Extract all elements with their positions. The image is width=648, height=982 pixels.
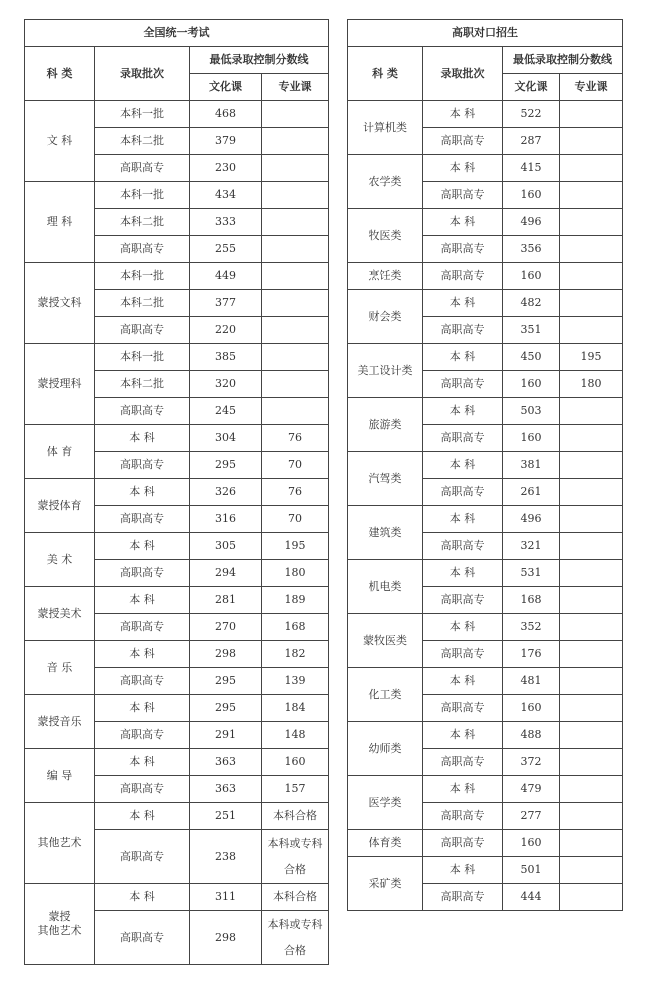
national-exam-table: [24, 19, 329, 965]
culture-score-cell: 415: [503, 155, 560, 182]
batch-cell: 高职高专: [423, 479, 503, 506]
culture-score-cell: 434: [190, 182, 262, 209]
culture-score-cell: 281: [190, 587, 262, 614]
major-score-cell: 160: [262, 749, 329, 776]
subject-cell: 财会类: [348, 290, 423, 344]
subject-cell: 蒙授体育: [25, 479, 95, 533]
culture-score-cell: 245: [190, 398, 262, 425]
major-score-cell: [560, 155, 623, 182]
major-score-cell: [560, 695, 623, 722]
subject-cell: 采矿类: [348, 857, 423, 911]
batch-cell: 本科二批: [95, 290, 190, 317]
culture-score-cell: 351: [503, 317, 560, 344]
major-score-cell: [262, 209, 329, 236]
batch-cell: 本 科: [423, 614, 503, 641]
culture-score-cell: 316: [190, 506, 262, 533]
culture-score-cell: 261: [503, 479, 560, 506]
major-score-cell: [560, 614, 623, 641]
major-score-cell: 76: [262, 425, 329, 452]
col-subject-header: 科 类: [25, 47, 95, 101]
culture-score-cell: 321: [503, 533, 560, 560]
culture-score-cell: 176: [503, 641, 560, 668]
batch-cell: 本 科: [95, 884, 190, 911]
major-score-cell: [560, 101, 623, 128]
major-score-cell: [560, 776, 623, 803]
culture-score-cell: 326: [190, 479, 262, 506]
major-score-cell: [262, 317, 329, 344]
major-score-cell: 189: [262, 587, 329, 614]
major-score-cell: [262, 236, 329, 263]
major-score-cell: [560, 479, 623, 506]
subject-cell: 蒙授美术: [25, 587, 95, 641]
batch-cell: 高职高专: [95, 911, 190, 965]
table-title: 高职对口招生: [348, 20, 623, 47]
subject-cell: 蒙授 其他艺术: [25, 884, 95, 965]
culture-score-cell: 501: [503, 857, 560, 884]
batch-cell: 高职高专: [423, 884, 503, 911]
culture-score-cell: 160: [503, 695, 560, 722]
subject-cell: 汽驾类: [348, 452, 423, 506]
batch-cell: 高职高专: [423, 803, 503, 830]
batch-cell: 本 科: [423, 452, 503, 479]
table-row: [25, 101, 329, 128]
culture-score-cell: 496: [503, 506, 560, 533]
major-score-cell: [262, 290, 329, 317]
culture-score-cell: 363: [190, 776, 262, 803]
major-score-cell: 本科合格: [262, 803, 329, 830]
culture-score-cell: 295: [190, 668, 262, 695]
culture-score-cell: 531: [503, 560, 560, 587]
batch-cell: 本 科: [423, 290, 503, 317]
table-row: [348, 155, 623, 182]
subject-cell: 计算机类: [348, 101, 423, 155]
culture-score-cell: 468: [190, 101, 262, 128]
major-score-cell: [560, 425, 623, 452]
subject-cell: 理 科: [25, 182, 95, 263]
table-row: [348, 452, 623, 479]
table-row: [25, 641, 329, 668]
culture-score-cell: 381: [503, 452, 560, 479]
major-score-cell: 70: [262, 452, 329, 479]
major-score-cell: 157: [262, 776, 329, 803]
table-row: [348, 506, 623, 533]
major-score-cell: [560, 182, 623, 209]
subject-cell: 医学类: [348, 776, 423, 830]
culture-score-cell: 481: [503, 668, 560, 695]
major-score-cell: 195: [262, 533, 329, 560]
batch-cell: 高职高专: [95, 452, 190, 479]
major-score-cell: [560, 317, 623, 344]
batch-cell: 本 科: [95, 425, 190, 452]
batch-cell: 本 科: [423, 344, 503, 371]
table-row: [348, 722, 623, 749]
table-row: [348, 101, 623, 128]
batch-cell: 本 科: [423, 560, 503, 587]
col-culture-header: 文化课: [190, 74, 262, 101]
batch-cell: 高职高专: [95, 398, 190, 425]
subject-cell: 美 术: [25, 533, 95, 587]
culture-score-cell: 160: [503, 263, 560, 290]
subject-cell: 农学类: [348, 155, 423, 209]
culture-score-cell: 230: [190, 155, 262, 182]
col-major-header: 专业课: [560, 74, 623, 101]
batch-cell: 高职高专: [423, 263, 503, 290]
major-score-cell: [262, 398, 329, 425]
major-score-cell: [560, 641, 623, 668]
subject-cell: 机电类: [348, 560, 423, 614]
batch-cell: 本科二批: [95, 209, 190, 236]
batch-cell: 高职高专: [95, 722, 190, 749]
batch-cell: 本 科: [423, 209, 503, 236]
batch-cell: 本科一批: [95, 344, 190, 371]
culture-score-cell: 294: [190, 560, 262, 587]
major-score-cell: [560, 884, 623, 911]
table-row: [25, 803, 329, 830]
culture-score-cell: 298: [190, 911, 262, 965]
culture-score-cell: 160: [503, 830, 560, 857]
table-row: [348, 209, 623, 236]
subject-cell: 蒙授音乐: [25, 695, 95, 749]
vocational-exam-table: [347, 19, 623, 911]
culture-score-cell: 311: [190, 884, 262, 911]
batch-cell: 本 科: [423, 857, 503, 884]
major-score-cell: [560, 128, 623, 155]
culture-score-cell: 479: [503, 776, 560, 803]
batch-cell: 高职高专: [423, 317, 503, 344]
table-row: [25, 263, 329, 290]
batch-cell: 高职高专: [95, 236, 190, 263]
major-score-cell: [262, 263, 329, 290]
table-row: [348, 398, 623, 425]
culture-score-cell: 270: [190, 614, 262, 641]
culture-score-cell: 287: [503, 128, 560, 155]
table-row: [25, 479, 329, 506]
major-score-cell: [560, 749, 623, 776]
batch-cell: 高职高专: [423, 587, 503, 614]
subject-cell: 音 乐: [25, 641, 95, 695]
subject-cell: 体育类: [348, 830, 423, 857]
major-score-cell: [560, 587, 623, 614]
major-score-cell: 182: [262, 641, 329, 668]
culture-score-cell: 449: [190, 263, 262, 290]
batch-cell: 本 科: [423, 722, 503, 749]
col-score-header: 最低录取控制分数线: [190, 47, 329, 74]
culture-score-cell: 488: [503, 722, 560, 749]
major-score-cell: [560, 722, 623, 749]
culture-score-cell: 304: [190, 425, 262, 452]
batch-cell: 高职高专: [423, 236, 503, 263]
table-row: [348, 857, 623, 884]
col-major-header: 专业课: [262, 74, 329, 101]
culture-score-cell: 352: [503, 614, 560, 641]
subject-cell: 蒙牧医类: [348, 614, 423, 668]
culture-score-cell: 363: [190, 749, 262, 776]
culture-score-cell: 305: [190, 533, 262, 560]
batch-cell: 本 科: [95, 695, 190, 722]
subject-cell: 体 育: [25, 425, 95, 479]
table-row: [348, 776, 623, 803]
major-score-cell: 168: [262, 614, 329, 641]
table-row: [25, 884, 329, 911]
batch-cell: 本科二批: [95, 371, 190, 398]
col-score-header: 最低录取控制分数线: [503, 47, 623, 74]
col-batch-header: 录取批次: [95, 47, 190, 101]
batch-cell: 本 科: [423, 101, 503, 128]
table-row: [348, 668, 623, 695]
batch-cell: 高职高专: [423, 641, 503, 668]
table-row: [25, 533, 329, 560]
major-score-cell: [560, 236, 623, 263]
culture-score-cell: 385: [190, 344, 262, 371]
batch-cell: 高职高专: [423, 182, 503, 209]
subject-cell: 其他艺术: [25, 803, 95, 884]
table-row: [348, 560, 623, 587]
culture-score-cell: 379: [190, 128, 262, 155]
culture-score-cell: 220: [190, 317, 262, 344]
culture-score-cell: 238: [190, 830, 262, 884]
batch-cell: 高职高专: [423, 128, 503, 155]
culture-score-cell: 333: [190, 209, 262, 236]
batch-cell: 高职高专: [95, 776, 190, 803]
batch-cell: 高职高专: [423, 533, 503, 560]
subject-cell: 编 导: [25, 749, 95, 803]
culture-score-cell: 522: [503, 101, 560, 128]
culture-score-cell: 450: [503, 344, 560, 371]
table-row: [348, 263, 623, 290]
major-score-cell: [262, 128, 329, 155]
batch-cell: 本 科: [423, 776, 503, 803]
batch-cell: 本 科: [423, 506, 503, 533]
batch-cell: 本 科: [423, 155, 503, 182]
major-score-cell: [262, 344, 329, 371]
major-score-cell: 148: [262, 722, 329, 749]
culture-score-cell: 295: [190, 695, 262, 722]
subject-cell: 旅游类: [348, 398, 423, 452]
major-score-cell: [560, 533, 623, 560]
batch-cell: 本 科: [423, 398, 503, 425]
culture-score-cell: 320: [190, 371, 262, 398]
col-batch-header: 录取批次: [423, 47, 503, 101]
major-score-cell: [560, 803, 623, 830]
batch-cell: 高职高专: [95, 668, 190, 695]
major-score-cell: [560, 452, 623, 479]
major-score-cell: [560, 398, 623, 425]
batch-cell: 高职高专: [95, 614, 190, 641]
batch-cell: 本 科: [95, 803, 190, 830]
major-score-cell: 180: [560, 371, 623, 398]
culture-score-cell: 503: [503, 398, 560, 425]
table-row: [25, 587, 329, 614]
major-score-cell: [560, 830, 623, 857]
batch-cell: 高职高专: [95, 506, 190, 533]
table-row: [25, 695, 329, 722]
batch-cell: 本 科: [95, 749, 190, 776]
major-score-cell: [560, 857, 623, 884]
batch-cell: 高职高专: [95, 830, 190, 884]
batch-cell: 本 科: [95, 587, 190, 614]
batch-cell: 高职高专: [95, 317, 190, 344]
batch-cell: 高职高专: [423, 749, 503, 776]
batch-cell: 本 科: [95, 641, 190, 668]
culture-score-cell: 298: [190, 641, 262, 668]
major-score-cell: [560, 560, 623, 587]
culture-score-cell: 160: [503, 425, 560, 452]
culture-score-cell: 251: [190, 803, 262, 830]
col-subject-header: 科 类: [348, 47, 423, 101]
batch-cell: 本 科: [423, 668, 503, 695]
table-row: [348, 614, 623, 641]
subject-cell: 化工类: [348, 668, 423, 722]
major-score-cell: 184: [262, 695, 329, 722]
subject-cell: 幼师类: [348, 722, 423, 776]
batch-cell: 高职高专: [423, 695, 503, 722]
culture-score-cell: 291: [190, 722, 262, 749]
major-score-cell: [262, 155, 329, 182]
culture-score-cell: 255: [190, 236, 262, 263]
major-score-cell: [262, 101, 329, 128]
major-score-cell: [560, 263, 623, 290]
batch-cell: 本科一批: [95, 101, 190, 128]
subject-cell: 蒙授理科: [25, 344, 95, 425]
culture-score-cell: 482: [503, 290, 560, 317]
culture-score-cell: 277: [503, 803, 560, 830]
culture-score-cell: 372: [503, 749, 560, 776]
col-culture-header: 文化课: [503, 74, 560, 101]
major-score-cell: 本科或专科 合格: [262, 911, 329, 965]
batch-cell: 本科二批: [95, 128, 190, 155]
major-score-cell: 139: [262, 668, 329, 695]
table-row: [25, 182, 329, 209]
major-score-cell: 195: [560, 344, 623, 371]
major-score-cell: [560, 506, 623, 533]
major-score-cell: 180: [262, 560, 329, 587]
batch-cell: 高职高专: [423, 425, 503, 452]
culture-score-cell: 496: [503, 209, 560, 236]
subject-cell: 牧医类: [348, 209, 423, 263]
subject-cell: 烹饪类: [348, 263, 423, 290]
table-row: [25, 425, 329, 452]
major-score-cell: [560, 668, 623, 695]
culture-score-cell: 160: [503, 182, 560, 209]
culture-score-cell: 444: [503, 884, 560, 911]
batch-cell: 本 科: [95, 479, 190, 506]
subject-cell: 建筑类: [348, 506, 423, 560]
major-score-cell: [560, 290, 623, 317]
culture-score-cell: 168: [503, 587, 560, 614]
batch-cell: 高职高专: [95, 155, 190, 182]
major-score-cell: 本科或专科 合格: [262, 830, 329, 884]
major-score-cell: 70: [262, 506, 329, 533]
batch-cell: 本科一批: [95, 263, 190, 290]
subject-cell: 美工设计类: [348, 344, 423, 398]
table-row: [348, 830, 623, 857]
batch-cell: 本科一批: [95, 182, 190, 209]
culture-score-cell: 160: [503, 371, 560, 398]
culture-score-cell: 356: [503, 236, 560, 263]
table-row: [25, 344, 329, 371]
table-row: [348, 344, 623, 371]
batch-cell: 高职高专: [423, 830, 503, 857]
major-score-cell: [262, 371, 329, 398]
major-score-cell: 本科合格: [262, 884, 329, 911]
major-score-cell: 76: [262, 479, 329, 506]
batch-cell: 高职高专: [423, 371, 503, 398]
table-title: 全国统一考试: [25, 20, 329, 47]
subject-cell: 蒙授文科: [25, 263, 95, 344]
major-score-cell: [560, 209, 623, 236]
major-score-cell: [262, 182, 329, 209]
culture-score-cell: 377: [190, 290, 262, 317]
table-row: [348, 290, 623, 317]
table-row: [25, 749, 329, 776]
batch-cell: 高职高专: [95, 560, 190, 587]
batch-cell: 本 科: [95, 533, 190, 560]
culture-score-cell: 295: [190, 452, 262, 479]
subject-cell: 文 科: [25, 101, 95, 182]
